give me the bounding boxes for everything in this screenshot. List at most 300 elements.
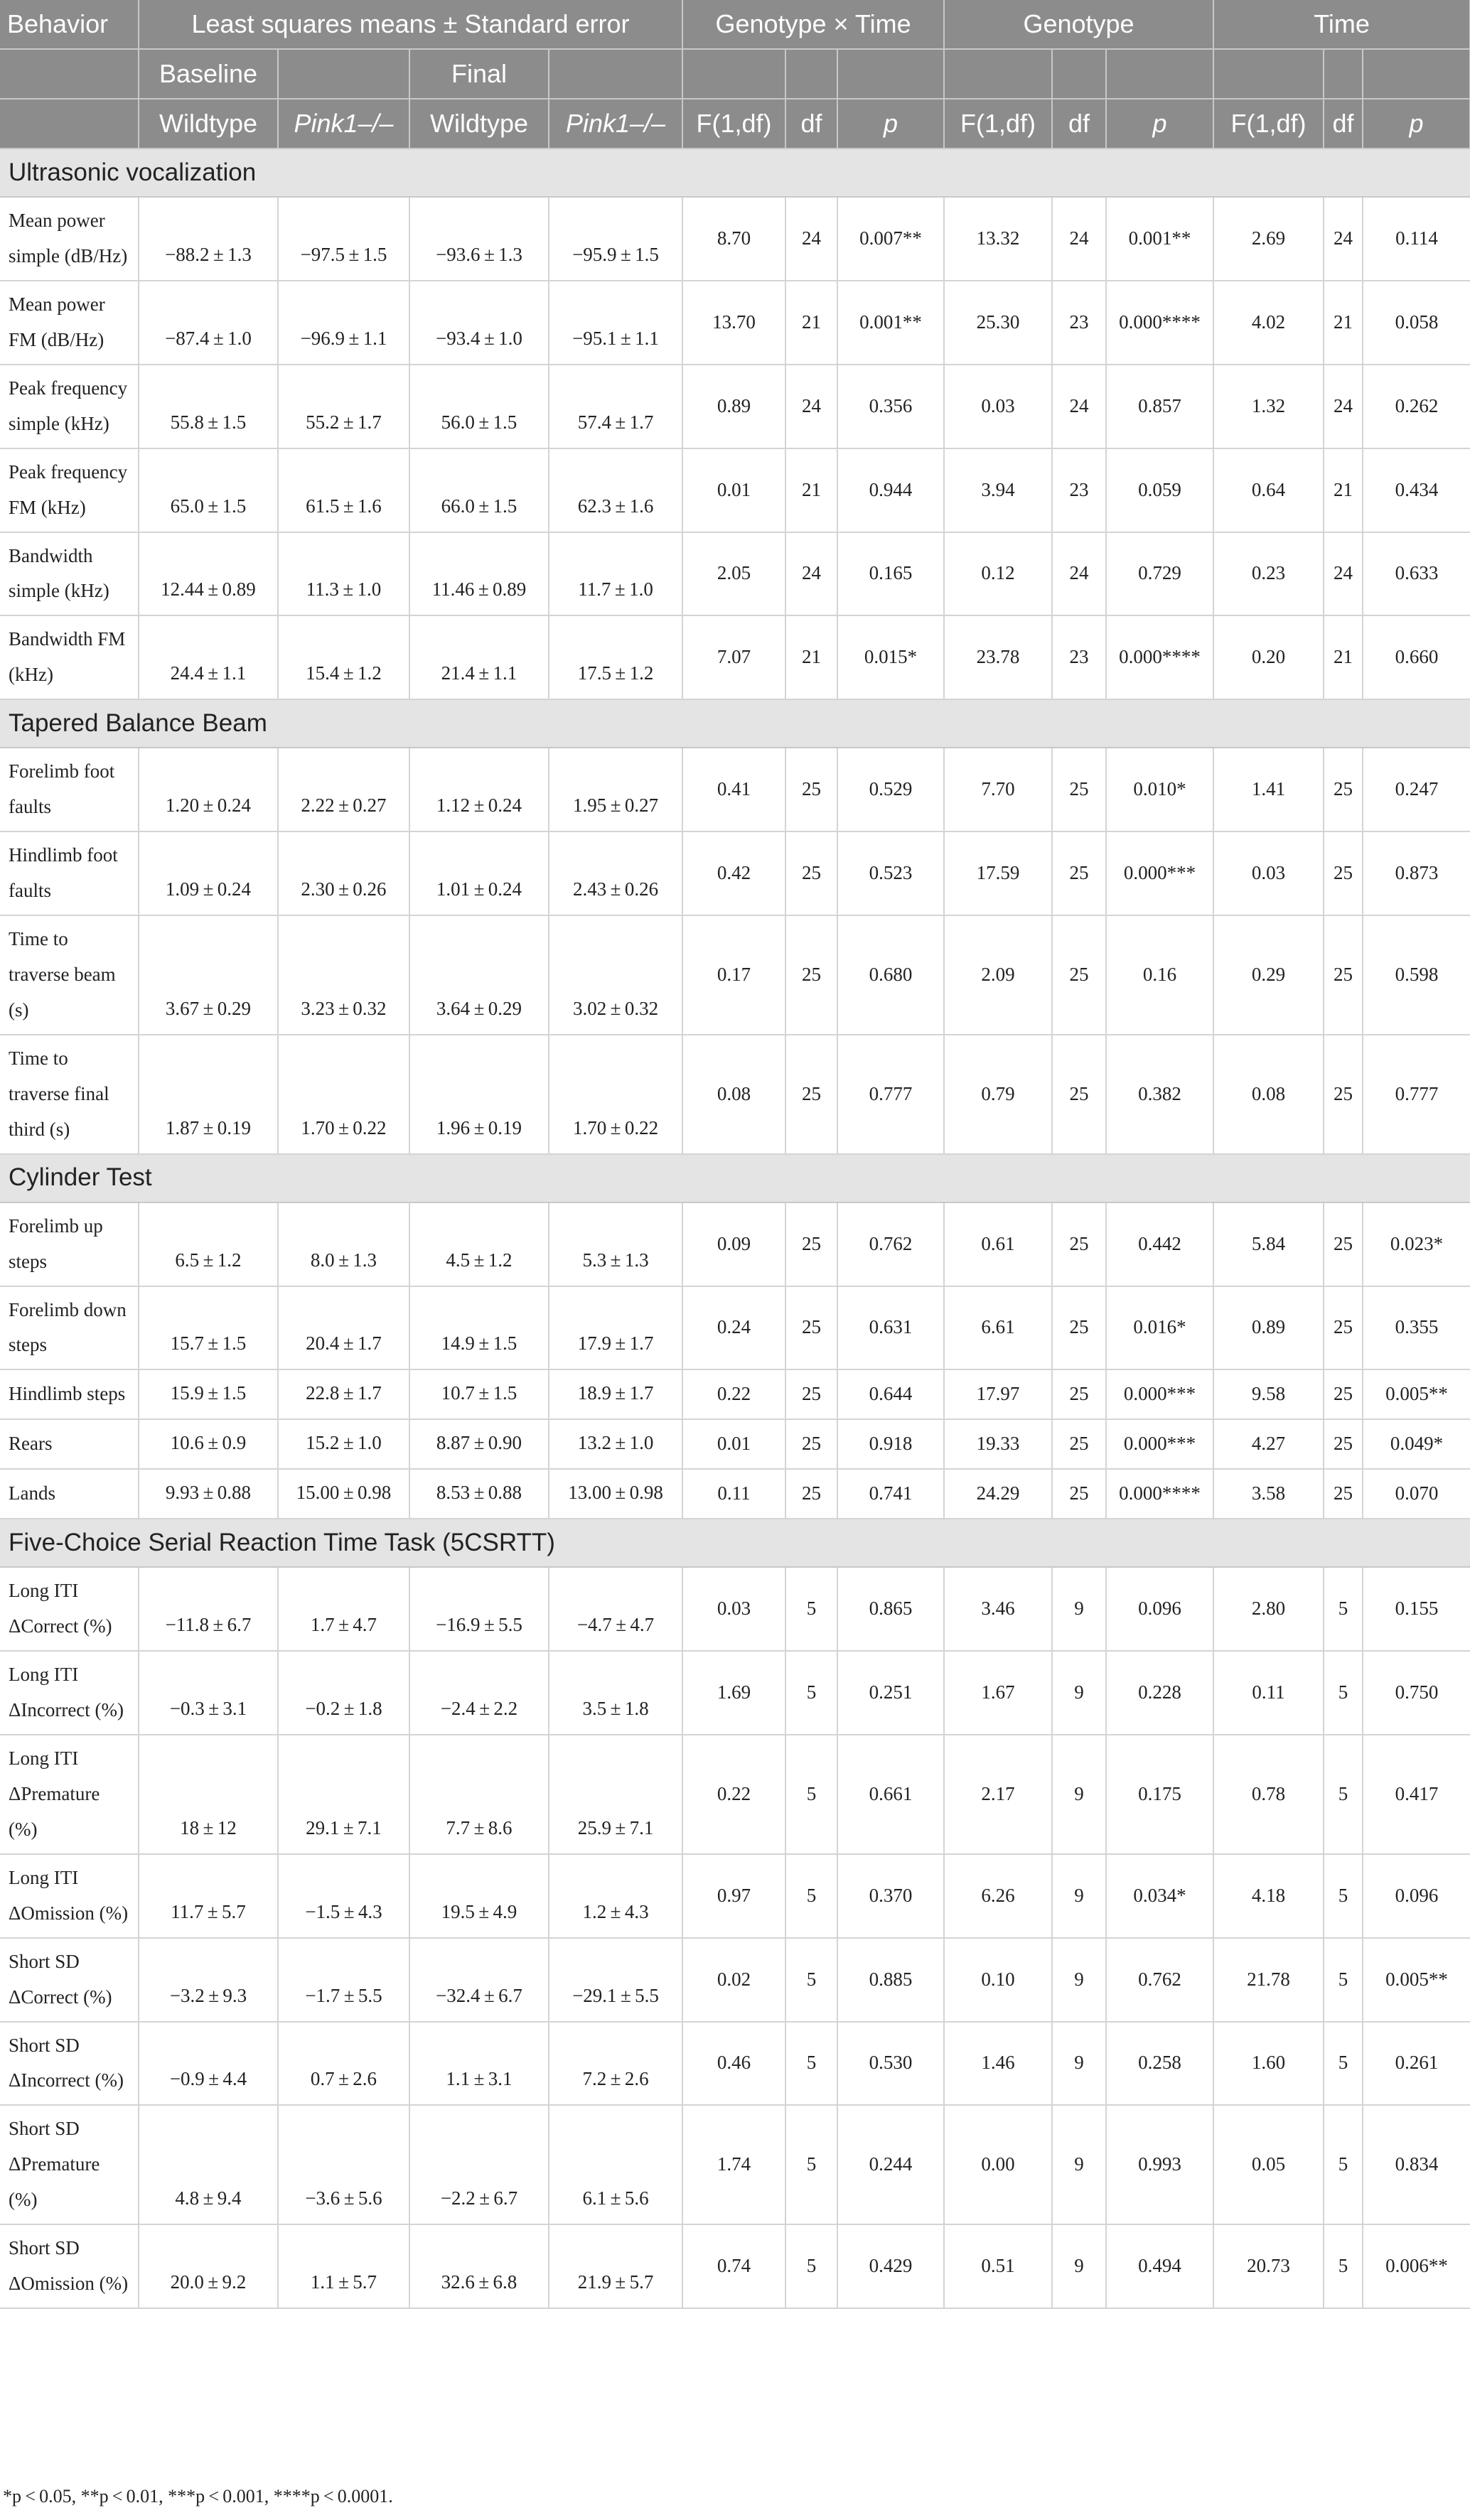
header-empty — [278, 49, 409, 99]
header-empty — [0, 49, 139, 99]
section-header-row — [0, 1154, 1470, 1202]
cell-pink1-baseline: 29.1 ± 7.1 — [278, 1735, 409, 1854]
cell-time-f: 20.73 — [1213, 2224, 1324, 2308]
cell-gxt-p: 0.244 — [837, 2105, 944, 2224]
cell-wildtype-baseline: 55.8 ± 1.5 — [139, 365, 278, 448]
cell-gxt-p: 0.165 — [837, 532, 944, 616]
cell-genotype-f: 19.33 — [944, 1419, 1052, 1469]
cell-wildtype-final: 66.0 ± 1.5 — [409, 448, 549, 532]
header-time-df: df — [1324, 99, 1363, 149]
cell-genotype-f: 0.12 — [944, 532, 1052, 616]
cell-time-f: 2.69 — [1213, 197, 1324, 281]
header-empty — [1106, 49, 1213, 99]
cell-time-df: 21 — [1324, 448, 1363, 532]
cell-gxt-df: 5 — [785, 1854, 837, 1938]
cell-wildtype-final: 4.5 ± 1.2 — [409, 1202, 549, 1286]
cell-gxt-p: 0.944 — [837, 448, 944, 532]
table-row — [0, 1419, 1470, 1469]
cell-pink1-baseline: 15.2 ± 1.0 — [278, 1419, 409, 1469]
cell-genotype-df: 9 — [1052, 1567, 1106, 1651]
cell-genotype-p: 0.000*** — [1106, 831, 1213, 915]
cell-gxt-f: 0.17 — [682, 915, 785, 1035]
cell-wildtype-final: −32.4 ± 6.7 — [409, 1938, 549, 2022]
cell-gxt-f: 0.09 — [682, 1202, 785, 1286]
behavior-label: Mean power FM (dB/Hz) — [0, 281, 139, 365]
behavior-label: Long ITI ΔIncorrect (%) — [0, 1651, 139, 1735]
cell-time-p: 0.633 — [1363, 532, 1470, 616]
header-gxt-f: F(1,df) — [682, 99, 785, 149]
behavior-label: Peak frequency FM (kHz) — [0, 448, 139, 532]
header-empty — [1052, 49, 1106, 99]
cell-genotype-p: 0.857 — [1106, 365, 1213, 448]
cell-genotype-p: 0.059 — [1106, 448, 1213, 532]
cell-time-f: 2.80 — [1213, 1567, 1324, 1651]
cell-gxt-df: 24 — [785, 365, 837, 448]
behavior-label: Bandwidth FM (kHz) — [0, 615, 139, 699]
cell-gxt-f: 0.08 — [682, 1035, 785, 1154]
cell-pink1-final: 13.2 ± 1.0 — [549, 1419, 682, 1469]
section-title: Ultrasonic vocalization — [0, 149, 1470, 197]
cell-time-df: 25 — [1324, 748, 1363, 831]
cell-time-df: 5 — [1324, 1567, 1363, 1651]
cell-time-df: 5 — [1324, 1651, 1363, 1735]
cell-genotype-f: 0.10 — [944, 1938, 1052, 2022]
cell-time-df: 25 — [1324, 1035, 1363, 1154]
cell-wildtype-final: 1.96 ± 0.19 — [409, 1035, 549, 1154]
cell-gxt-df: 21 — [785, 615, 837, 699]
cell-genotype-p: 0.762 — [1106, 1938, 1213, 2022]
cell-time-p: 0.598 — [1363, 915, 1470, 1035]
cell-gxt-p: 0.918 — [837, 1419, 944, 1469]
cell-genotype-p: 0.096 — [1106, 1567, 1213, 1651]
cell-gxt-f: 1.69 — [682, 1651, 785, 1735]
cell-gxt-f: 0.74 — [682, 2224, 785, 2308]
cell-genotype-f: 3.46 — [944, 1567, 1052, 1651]
cell-pink1-final: 62.3 ± 1.6 — [549, 448, 682, 532]
cell-pink1-baseline: 11.3 ± 1.0 — [278, 532, 409, 616]
cell-pink1-baseline: 20.4 ± 1.7 — [278, 1286, 409, 1370]
cell-wildtype-final: −16.9 ± 5.5 — [409, 1567, 549, 1651]
behavior-label: Hindlimb steps — [0, 1369, 139, 1419]
cell-genotype-df: 23 — [1052, 281, 1106, 365]
table-row — [0, 197, 1470, 281]
section-header-row — [0, 149, 1470, 197]
cell-time-f: 9.58 — [1213, 1369, 1324, 1419]
cell-time-p: 0.023* — [1363, 1202, 1470, 1286]
header-behavior: Behavior — [0, 0, 139, 49]
section-header-row — [0, 699, 1470, 748]
cell-wildtype-baseline: −87.4 ± 1.0 — [139, 281, 278, 365]
cell-genotype-f: 0.79 — [944, 1035, 1052, 1154]
cell-time-p: 0.049* — [1363, 1419, 1470, 1469]
behavior-label: Long ITI ΔCorrect (%) — [0, 1567, 139, 1651]
cell-time-p: 0.417 — [1363, 1735, 1470, 1854]
cell-time-f: 0.29 — [1213, 915, 1324, 1035]
section-header-row — [0, 1519, 1470, 1567]
cell-time-df: 24 — [1324, 365, 1363, 448]
cell-time-p: 0.006** — [1363, 2224, 1470, 2308]
cell-pink1-baseline: −96.9 ± 1.1 — [278, 281, 409, 365]
cell-gxt-df: 24 — [785, 197, 837, 281]
cell-genotype-df: 9 — [1052, 1735, 1106, 1854]
cell-gxt-f: 8.70 — [682, 197, 785, 281]
cell-time-df: 5 — [1324, 2022, 1363, 2106]
header-row-2 — [0, 49, 1470, 99]
cell-pink1-baseline: 2.22 ± 0.27 — [278, 748, 409, 831]
cell-wildtype-baseline: 20.0 ± 9.2 — [139, 2224, 278, 2308]
table-row — [0, 1469, 1470, 1519]
cell-gxt-p: 0.865 — [837, 1567, 944, 1651]
cell-pink1-final: 13.00 ± 0.98 — [549, 1469, 682, 1519]
cell-genotype-f: 0.03 — [944, 365, 1052, 448]
cell-gxt-df: 5 — [785, 2022, 837, 2106]
table-row — [0, 2105, 1470, 2224]
cell-wildtype-final: −93.6 ± 1.3 — [409, 197, 549, 281]
cell-genotype-p: 0.993 — [1106, 2105, 1213, 2224]
cell-genotype-f: 25.30 — [944, 281, 1052, 365]
cell-genotype-f: 24.29 — [944, 1469, 1052, 1519]
cell-gxt-f: 0.46 — [682, 2022, 785, 2106]
cell-genotype-p: 0.382 — [1106, 1035, 1213, 1154]
cell-gxt-df: 5 — [785, 1938, 837, 2022]
cell-gxt-p: 0.251 — [837, 1651, 944, 1735]
cell-pink1-final: 1.2 ± 4.3 — [549, 1854, 682, 1938]
cell-genotype-f: 1.67 — [944, 1651, 1052, 1735]
cell-wildtype-baseline: 4.8 ± 9.4 — [139, 2105, 278, 2224]
cell-pink1-baseline: 1.7 ± 4.7 — [278, 1567, 409, 1651]
cell-pink1-final: −95.9 ± 1.5 — [549, 197, 682, 281]
header-gxt-df: df — [785, 99, 837, 149]
header-wildtype-final: Wildtype — [409, 99, 549, 149]
cell-wildtype-final: 32.6 ± 6.8 — [409, 2224, 549, 2308]
cell-pink1-final: 57.4 ± 1.7 — [549, 365, 682, 448]
cell-gxt-df: 21 — [785, 448, 837, 532]
cell-genotype-df: 9 — [1052, 2105, 1106, 2224]
behavior-label: Forelimb down steps — [0, 1286, 139, 1370]
cell-wildtype-baseline: 1.87 ± 0.19 — [139, 1035, 278, 1154]
header-gxt-p: p — [837, 99, 944, 149]
cell-wildtype-final: 8.53 ± 0.88 — [409, 1469, 549, 1519]
cell-genotype-p: 0.000**** — [1106, 281, 1213, 365]
cell-wildtype-baseline: 11.7 ± 5.7 — [139, 1854, 278, 1938]
cell-pink1-final: 21.9 ± 5.7 — [549, 2224, 682, 2308]
cell-genotype-df: 9 — [1052, 2224, 1106, 2308]
cell-time-f: 0.05 — [1213, 2105, 1324, 2224]
header-time: Time — [1213, 0, 1470, 49]
cell-genotype-df: 23 — [1052, 615, 1106, 699]
cell-gxt-f: 0.03 — [682, 1567, 785, 1651]
cell-time-p: 0.005** — [1363, 1938, 1470, 2022]
cell-gxt-f: 0.11 — [682, 1469, 785, 1519]
cell-wildtype-baseline: 65.0 ± 1.5 — [139, 448, 278, 532]
cell-wildtype-baseline: 1.20 ± 0.24 — [139, 748, 278, 831]
cell-time-df: 21 — [1324, 615, 1363, 699]
cell-wildtype-final: 1.12 ± 0.24 — [409, 748, 549, 831]
header-empty — [944, 49, 1052, 99]
cell-gxt-p: 0.661 — [837, 1735, 944, 1854]
table-row — [0, 748, 1470, 831]
cell-gxt-p: 0.885 — [837, 1938, 944, 2022]
cell-gxt-df: 25 — [785, 1035, 837, 1154]
cell-gxt-df: 25 — [785, 1469, 837, 1519]
cell-pink1-baseline: 3.23 ± 0.32 — [278, 915, 409, 1035]
cell-gxt-p: 0.429 — [837, 2224, 944, 2308]
cell-pink1-baseline: −1.5 ± 4.3 — [278, 1854, 409, 1938]
cell-time-df: 25 — [1324, 915, 1363, 1035]
behavior-label: Long ITI ΔOmission (%) — [0, 1854, 139, 1938]
table-header — [0, 0, 1470, 149]
cell-wildtype-final: 7.7 ± 8.6 — [409, 1735, 549, 1854]
cell-wildtype-final: 1.01 ± 0.24 — [409, 831, 549, 915]
cell-gxt-f: 0.89 — [682, 365, 785, 448]
cell-wildtype-final: 8.87 ± 0.90 — [409, 1419, 549, 1469]
header-baseline: Baseline — [139, 49, 278, 99]
cell-genotype-df: 25 — [1052, 831, 1106, 915]
cell-time-p: 0.155 — [1363, 1567, 1470, 1651]
cell-genotype-f: 2.17 — [944, 1735, 1052, 1854]
cell-gxt-df: 5 — [785, 1651, 837, 1735]
cell-time-df: 21 — [1324, 281, 1363, 365]
cell-gxt-p: 0.631 — [837, 1286, 944, 1370]
cell-gxt-df: 5 — [785, 2224, 837, 2308]
cell-time-f: 0.11 — [1213, 1651, 1324, 1735]
cell-time-df: 5 — [1324, 2224, 1363, 2308]
cell-wildtype-final: −2.4 ± 2.2 — [409, 1651, 549, 1735]
cell-genotype-p: 0.228 — [1106, 1651, 1213, 1735]
behavior-label: Forelimb up steps — [0, 1202, 139, 1286]
cell-gxt-f: 13.70 — [682, 281, 785, 365]
cell-wildtype-final: 3.64 ± 0.29 — [409, 915, 549, 1035]
cell-time-p: 0.096 — [1363, 1854, 1470, 1938]
cell-genotype-p: 0.000*** — [1106, 1369, 1213, 1419]
cell-genotype-p: 0.442 — [1106, 1202, 1213, 1286]
cell-genotype-p: 0.16 — [1106, 915, 1213, 1035]
behavior-label: Rears — [0, 1419, 139, 1469]
table-row — [0, 1286, 1470, 1370]
cell-time-f: 4.02 — [1213, 281, 1324, 365]
cell-gxt-f: 0.42 — [682, 831, 785, 915]
cell-gxt-f: 0.22 — [682, 1369, 785, 1419]
cell-pink1-final: 18.9 ± 1.7 — [549, 1369, 682, 1419]
table-row — [0, 281, 1470, 365]
table-row — [0, 1035, 1470, 1154]
cell-time-f: 21.78 — [1213, 1938, 1324, 2022]
cell-genotype-f: 1.46 — [944, 2022, 1052, 2106]
cell-gxt-f: 0.97 — [682, 1854, 785, 1938]
header-row-1 — [0, 0, 1470, 49]
cell-time-f: 4.27 — [1213, 1419, 1324, 1469]
cell-gxt-df: 5 — [785, 1735, 837, 1854]
cell-genotype-p: 0.000*** — [1106, 1419, 1213, 1469]
cell-pink1-final: 1.70 ± 0.22 — [549, 1035, 682, 1154]
header-lsm: Least squares means ± Standard error — [139, 0, 682, 49]
behavior-label: Peak frequency simple (kHz) — [0, 365, 139, 448]
cell-wildtype-baseline: 10.6 ± 0.9 — [139, 1419, 278, 1469]
cell-gxt-p: 0.530 — [837, 2022, 944, 2106]
table-row — [0, 1369, 1470, 1419]
cell-time-p: 0.355 — [1363, 1286, 1470, 1370]
cell-genotype-df: 25 — [1052, 1202, 1106, 1286]
cell-pink1-baseline: 22.8 ± 1.7 — [278, 1369, 409, 1419]
cell-time-df: 25 — [1324, 831, 1363, 915]
cell-gxt-df: 5 — [785, 2105, 837, 2224]
cell-time-p: 0.434 — [1363, 448, 1470, 532]
cell-genotype-df: 9 — [1052, 1651, 1106, 1735]
header-time-p: p — [1363, 99, 1470, 149]
cell-time-f: 5.84 — [1213, 1202, 1324, 1286]
cell-time-p: 0.777 — [1363, 1035, 1470, 1154]
section-title: Tapered Balance Beam — [0, 699, 1470, 748]
cell-gxt-p: 0.523 — [837, 831, 944, 915]
table-row — [0, 915, 1470, 1035]
table-body — [0, 149, 1470, 2308]
table-row — [0, 1938, 1470, 2022]
header-genotype-time: Genotype × Time — [682, 0, 944, 49]
cell-gxt-p: 0.644 — [837, 1369, 944, 1419]
header-empty — [549, 49, 682, 99]
cell-gxt-p: 0.777 — [837, 1035, 944, 1154]
cell-pink1-final: 25.9 ± 7.1 — [549, 1735, 682, 1854]
cell-gxt-f: 0.22 — [682, 1735, 785, 1854]
table-row — [0, 615, 1470, 699]
cell-wildtype-final: 19.5 ± 4.9 — [409, 1854, 549, 1938]
cell-genotype-p: 0.000**** — [1106, 1469, 1213, 1519]
cell-genotype-p: 0.494 — [1106, 2224, 1213, 2308]
cell-time-df: 25 — [1324, 1469, 1363, 1519]
cell-gxt-f: 0.24 — [682, 1286, 785, 1370]
cell-pink1-final: 7.2 ± 2.6 — [549, 2022, 682, 2106]
cell-time-f: 0.03 — [1213, 831, 1324, 915]
cell-time-p: 0.873 — [1363, 831, 1470, 915]
cell-genotype-df: 24 — [1052, 532, 1106, 616]
cell-pink1-baseline: 61.5 ± 1.6 — [278, 448, 409, 532]
cell-pink1-final: 3.02 ± 0.32 — [549, 915, 682, 1035]
behavior-label: Long ITI ΔPremature (%) — [0, 1735, 139, 1854]
cell-wildtype-baseline: 15.7 ± 1.5 — [139, 1286, 278, 1370]
cell-time-f: 4.18 — [1213, 1854, 1324, 1938]
cell-wildtype-baseline: 6.5 ± 1.2 — [139, 1202, 278, 1286]
cell-genotype-df: 25 — [1052, 1419, 1106, 1469]
cell-gxt-df: 25 — [785, 1202, 837, 1286]
cell-genotype-p: 0.258 — [1106, 2022, 1213, 2106]
cell-genotype-p: 0.729 — [1106, 532, 1213, 616]
cell-wildtype-final: −93.4 ± 1.0 — [409, 281, 549, 365]
cell-gxt-df: 24 — [785, 532, 837, 616]
cell-wildtype-final: 14.9 ± 1.5 — [409, 1286, 549, 1370]
cell-time-f: 1.60 — [1213, 2022, 1324, 2106]
cell-gxt-p: 0.529 — [837, 748, 944, 831]
header-wildtype-baseline: Wildtype — [139, 99, 278, 149]
cell-gxt-f: 0.01 — [682, 448, 785, 532]
cell-time-f: 0.89 — [1213, 1286, 1324, 1370]
cell-wildtype-final: 21.4 ± 1.1 — [409, 615, 549, 699]
cell-time-f: 0.23 — [1213, 532, 1324, 616]
header-empty — [1213, 49, 1324, 99]
cell-pink1-final: 3.5 ± 1.8 — [549, 1651, 682, 1735]
cell-gxt-f: 1.74 — [682, 2105, 785, 2224]
cell-pink1-final: 17.5 ± 1.2 — [549, 615, 682, 699]
cell-wildtype-baseline: −88.2 ± 1.3 — [139, 197, 278, 281]
header-empty — [1324, 49, 1363, 99]
header-empty — [837, 49, 944, 99]
cell-time-p: 0.750 — [1363, 1651, 1470, 1735]
cell-gxt-df: 21 — [785, 281, 837, 365]
cell-genotype-f: 6.61 — [944, 1286, 1052, 1370]
cell-genotype-df: 9 — [1052, 2022, 1106, 2106]
cell-genotype-f: 0.61 — [944, 1202, 1052, 1286]
cell-pink1-baseline: 15.00 ± 0.98 — [278, 1469, 409, 1519]
cell-wildtype-baseline: 1.09 ± 0.24 — [139, 831, 278, 915]
table-row — [0, 1735, 1470, 1854]
table-row — [0, 1854, 1470, 1938]
cell-time-df: 25 — [1324, 1202, 1363, 1286]
cell-time-p: 0.005** — [1363, 1369, 1470, 1419]
cell-wildtype-final: 11.46 ± 0.89 — [409, 532, 549, 616]
cell-gxt-f: 0.02 — [682, 1938, 785, 2022]
cell-time-p: 0.262 — [1363, 365, 1470, 448]
cell-genotype-f: 17.97 — [944, 1369, 1052, 1419]
cell-pink1-baseline: 8.0 ± 1.3 — [278, 1202, 409, 1286]
cell-genotype-f: 3.94 — [944, 448, 1052, 532]
behavior-label: Time to traverse final third (s) — [0, 1035, 139, 1154]
cell-genotype-p: 0.001** — [1106, 197, 1213, 281]
cell-gxt-df: 25 — [785, 831, 837, 915]
cell-wildtype-baseline: 12.44 ± 0.89 — [139, 532, 278, 616]
cell-time-p: 0.660 — [1363, 615, 1470, 699]
cell-genotype-df: 23 — [1052, 448, 1106, 532]
cell-wildtype-baseline: 3.67 ± 0.29 — [139, 915, 278, 1035]
cell-time-f: 0.08 — [1213, 1035, 1324, 1154]
footnote: *p < 0.05, **p < 0.01, ***p < 0.001, ****p < 0.0001. — [3, 2486, 393, 2506]
cell-time-p: 0.058 — [1363, 281, 1470, 365]
cell-time-p: 0.070 — [1363, 1469, 1470, 1519]
cell-gxt-df: 25 — [785, 1369, 837, 1419]
cell-pink1-final: 17.9 ± 1.7 — [549, 1286, 682, 1370]
cell-genotype-p: 0.010* — [1106, 748, 1213, 831]
cell-time-df: 5 — [1324, 2105, 1363, 2224]
cell-gxt-p: 0.741 — [837, 1469, 944, 1519]
cell-time-df: 5 — [1324, 1854, 1363, 1938]
cell-genotype-df: 25 — [1052, 1369, 1106, 1419]
table-row — [0, 831, 1470, 915]
cell-genotype-p: 0.000**** — [1106, 615, 1213, 699]
cell-genotype-f: 13.32 — [944, 197, 1052, 281]
cell-pink1-baseline: 0.7 ± 2.6 — [278, 2022, 409, 2106]
header-empty — [682, 49, 785, 99]
cell-genotype-df: 24 — [1052, 365, 1106, 448]
cell-time-p: 0.247 — [1363, 748, 1470, 831]
cell-time-f: 1.32 — [1213, 365, 1324, 448]
cell-time-f: 3.58 — [1213, 1469, 1324, 1519]
header-final: Final — [409, 49, 549, 99]
header-genotype-p: p — [1106, 99, 1213, 149]
cell-gxt-f: 0.01 — [682, 1419, 785, 1469]
cell-genotype-df: 9 — [1052, 1854, 1106, 1938]
cell-gxt-df: 25 — [785, 1286, 837, 1370]
cell-pink1-baseline: −1.7 ± 5.5 — [278, 1938, 409, 2022]
cell-gxt-p: 0.680 — [837, 915, 944, 1035]
header-time-f: F(1,df) — [1213, 99, 1324, 149]
cell-genotype-df: 24 — [1052, 197, 1106, 281]
cell-genotype-df: 9 — [1052, 1938, 1106, 2022]
table-row — [0, 448, 1470, 532]
cell-gxt-df: 5 — [785, 1567, 837, 1651]
behavior-label: Lands — [0, 1469, 139, 1519]
behavior-label: Short SD ΔCorrect (%) — [0, 1938, 139, 2022]
cell-gxt-f: 7.07 — [682, 615, 785, 699]
cell-gxt-df: 25 — [785, 748, 837, 831]
cell-pink1-final: 11.7 ± 1.0 — [549, 532, 682, 616]
